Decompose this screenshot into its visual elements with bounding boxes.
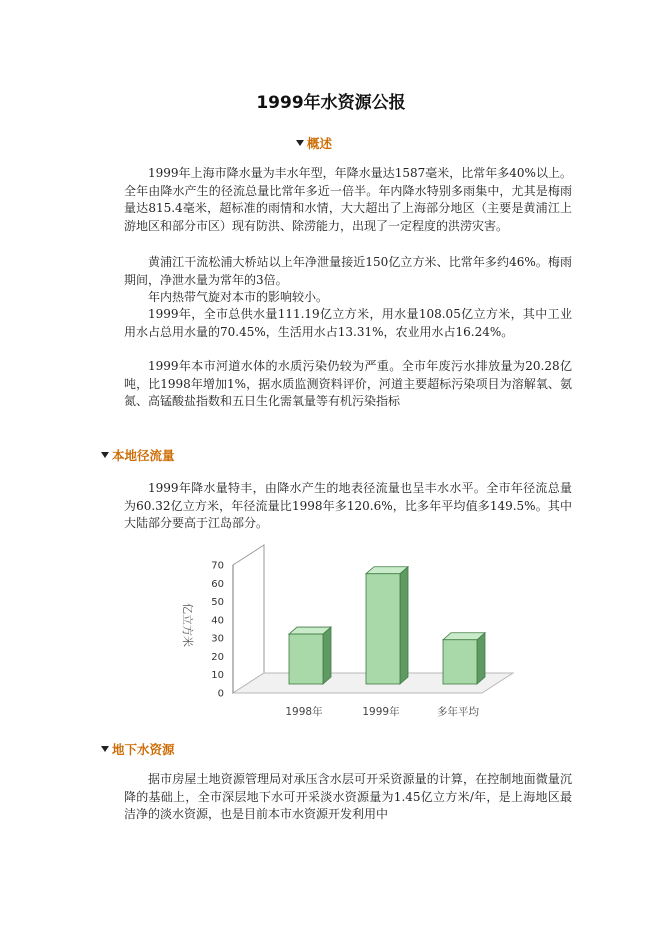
y-tick-label: 10 — [211, 670, 224, 682]
x-tick-label: 1998年 — [285, 706, 323, 718]
y-tick-label: 50 — [211, 597, 224, 609]
bar-side — [323, 627, 331, 684]
bar-side — [477, 633, 485, 684]
bar-top — [289, 627, 331, 634]
triangle-down-icon — [101, 746, 109, 752]
bar — [366, 567, 408, 684]
triangle-down-icon — [101, 452, 109, 458]
bar-front — [289, 634, 323, 684]
paragraph: 1999年，全市总供水量111.19亿立方米，用水量108.05亿立方米，其中工业用水占总用水量的70.45%，生活用水占13.31%，农业用水占16.24%。 — [124, 307, 572, 339]
y-tick-label: 60 — [211, 578, 224, 590]
bar-front — [366, 574, 400, 684]
paragraph: 黄浦江干流松浦大桥站以上年净泄量接近150亿立方米、比常年多约46%。梅雨期间，净泄水量为常年的3倍。 — [124, 255, 572, 287]
section-heading-label: 地下水资源 — [112, 742, 175, 757]
x-tick-label: 多年平均 — [437, 706, 479, 718]
y-tick-label: 30 — [211, 633, 224, 645]
bar — [289, 627, 331, 684]
paragraph: 1999年降水量特丰，由降水产生的地表径流量也呈丰水水平。全市年径流总量为60.32亿立方米，年径流量比1998年多120.6%，比多年平均值多149.5%。其中大陆部分要高于江岛部分。 — [124, 481, 572, 530]
paragraph: 据市房屋土地资源管理局对承压含水层可开采资源量的计算，在控制地面微量沉降的基础上，全市深层地下水可开采淡水资源量为1.45亿立方米/年，是上海地区最洁净的淡水资源，也是目前本市水资源开发利用中 — [124, 772, 572, 821]
bar-front — [443, 640, 477, 684]
section-heading-runoff[interactable] — [101, 446, 175, 464]
paragraph: 年内热带气旋对本市的影响较小。 — [148, 290, 329, 304]
y-axis-label: 亿立方米 — [181, 603, 194, 647]
triangle-down-icon — [296, 140, 304, 146]
section-heading-label: 本地径流量 — [112, 448, 175, 463]
page-title: 1999年水资源公报 — [256, 93, 406, 113]
y-tick-label: 20 — [211, 651, 224, 663]
paragraph: 1999年本市河道水体的水质污染仍较为严重。全市年废污水排放量为20.28亿吨，比1998年增加1%，据水质监测资料评价，河道主要超标污染项目为溶解氧、氨氮、高锰酸盐指数和五日生化需氧量等有机污染指标 — [124, 359, 572, 408]
x-tick-label: 1999年 — [362, 706, 400, 718]
y-tick-label: 40 — [211, 615, 224, 627]
paragraph: 1999年上海市降水量为丰水年型，年降水量达1587毫米，比常年多40%以上。全年由降水产生的径流总量比常年多近一倍半。年内降水特别多雨集中，尤其是梅雨量达815.4毫米，超标准的雨情和水情，大大超出了上海部分地区（主要是黄浦江上游地区和部分市区）现有防洪、除涝能力，出现了一定程度的洪涝灾害。 — [124, 166, 572, 233]
bar-top — [366, 567, 408, 574]
bar-side — [400, 567, 408, 684]
runoff-bar-chart — [175, 543, 515, 721]
y-tick-label: 0 — [217, 688, 224, 700]
section-heading-label: 概述 — [307, 136, 333, 151]
section-heading-overview[interactable] — [296, 134, 332, 152]
bar-top — [443, 633, 485, 640]
bar — [443, 633, 485, 684]
chart-back-wall — [233, 545, 264, 693]
y-tick-label: 70 — [211, 560, 224, 572]
section-heading-groundwater[interactable] — [101, 740, 175, 758]
